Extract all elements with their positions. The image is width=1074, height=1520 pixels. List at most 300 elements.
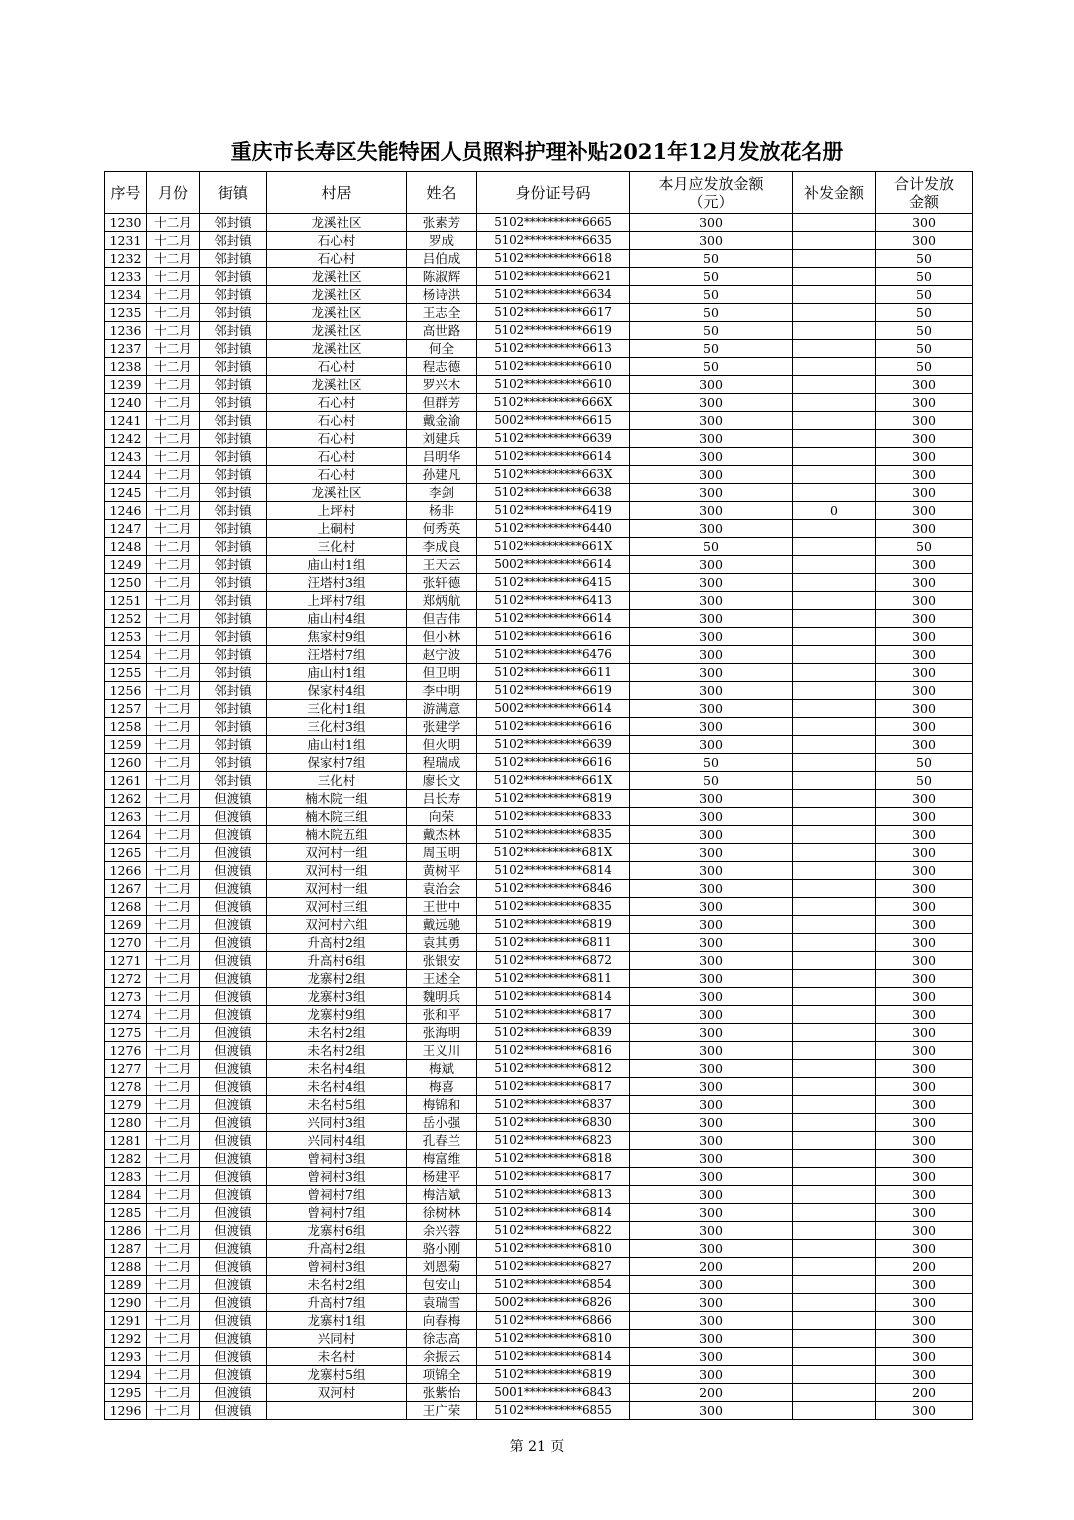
cell-due: 300 bbox=[630, 1132, 793, 1150]
cell-id: 5102**********6872 bbox=[477, 952, 630, 970]
cell-total: 50 bbox=[876, 250, 973, 268]
cell-month: 十二月 bbox=[147, 1150, 200, 1168]
header-total bbox=[876, 172, 973, 214]
table-row bbox=[105, 970, 973, 988]
header-town: 街镇 bbox=[200, 172, 267, 214]
table-row bbox=[105, 1402, 973, 1420]
cell-seq: 1255 bbox=[105, 664, 147, 682]
cell-name: 何秀英 bbox=[407, 520, 477, 538]
cell-village: 上硐村 bbox=[267, 520, 407, 538]
cell-month: 十二月 bbox=[147, 1294, 200, 1312]
cell-village: 曾祠村3组 bbox=[267, 1150, 407, 1168]
cell-name: 但小林 bbox=[407, 628, 477, 646]
roster-table bbox=[104, 171, 973, 1420]
cell-village: 兴同村 bbox=[267, 1330, 407, 1348]
cell-village: 汪塔村7组 bbox=[267, 646, 407, 664]
cell-total: 300 bbox=[876, 1060, 973, 1078]
cell-id: 5002**********6614 bbox=[477, 556, 630, 574]
cell-total: 50 bbox=[876, 322, 973, 340]
cell-due: 300 bbox=[630, 1150, 793, 1168]
cell-seq: 1274 bbox=[105, 1006, 147, 1024]
cell-name: 张海明 bbox=[407, 1024, 477, 1042]
cell-town: 邻封镇 bbox=[200, 430, 267, 448]
cell-seq: 1280 bbox=[105, 1114, 147, 1132]
cell-month: 十二月 bbox=[147, 286, 200, 304]
cell-town: 邻封镇 bbox=[200, 556, 267, 574]
cell-supplement bbox=[793, 1222, 876, 1240]
cell-name: 吕长寿 bbox=[407, 790, 477, 808]
cell-due: 300 bbox=[630, 484, 793, 502]
cell-name: 梅喜 bbox=[407, 1078, 477, 1096]
cell-month: 十二月 bbox=[147, 502, 200, 520]
table-row bbox=[105, 1276, 973, 1294]
cell-village: 未名村 bbox=[267, 1348, 407, 1366]
cell-supplement bbox=[793, 1168, 876, 1186]
cell-month: 十二月 bbox=[147, 214, 200, 232]
cell-id: 5102**********666X bbox=[477, 394, 630, 412]
cell-town: 邻封镇 bbox=[200, 358, 267, 376]
cell-month: 十二月 bbox=[147, 718, 200, 736]
cell-total: 50 bbox=[876, 538, 973, 556]
cell-month: 十二月 bbox=[147, 1330, 200, 1348]
cell-seq: 1246 bbox=[105, 502, 147, 520]
cell-name: 梅洁斌 bbox=[407, 1186, 477, 1204]
cell-village: 升高村7组 bbox=[267, 1294, 407, 1312]
cell-total: 300 bbox=[876, 718, 973, 736]
cell-total: 300 bbox=[876, 376, 973, 394]
cell-month: 十二月 bbox=[147, 1348, 200, 1366]
table-row bbox=[105, 610, 973, 628]
cell-due: 300 bbox=[630, 934, 793, 952]
cell-name: 余兴蓉 bbox=[407, 1222, 477, 1240]
cell-due: 300 bbox=[630, 700, 793, 718]
cell-town: 邻封镇 bbox=[200, 484, 267, 502]
cell-town: 但渡镇 bbox=[200, 844, 267, 862]
cell-village: 三化村3组 bbox=[267, 718, 407, 736]
cell-id: 5102**********6835 bbox=[477, 898, 630, 916]
cell-name: 张紫怡 bbox=[407, 1384, 477, 1402]
cell-month: 十二月 bbox=[147, 1204, 200, 1222]
cell-total: 300 bbox=[876, 916, 973, 934]
cell-village bbox=[267, 1402, 407, 1420]
cell-total: 300 bbox=[876, 682, 973, 700]
cell-name: 骆小刚 bbox=[407, 1240, 477, 1258]
table-row bbox=[105, 430, 973, 448]
cell-seq: 1264 bbox=[105, 826, 147, 844]
header-due bbox=[630, 172, 793, 214]
cell-seq: 1294 bbox=[105, 1366, 147, 1384]
cell-village: 楠木院五组 bbox=[267, 826, 407, 844]
cell-due: 300 bbox=[630, 1078, 793, 1096]
cell-supplement bbox=[793, 1186, 876, 1204]
header-total-line1: 合计发放 bbox=[893, 174, 954, 193]
cell-village: 保家村7组 bbox=[267, 754, 407, 772]
header-seq: 序号 bbox=[105, 172, 147, 214]
table-row bbox=[105, 1132, 973, 1150]
cell-town: 邻封镇 bbox=[200, 376, 267, 394]
cell-village: 曾祠村3组 bbox=[267, 1168, 407, 1186]
cell-id: 5102**********6816 bbox=[477, 1042, 630, 1060]
table-row bbox=[105, 1258, 973, 1276]
cell-town: 但渡镇 bbox=[200, 934, 267, 952]
cell-supplement bbox=[793, 1114, 876, 1132]
cell-name: 但吉伟 bbox=[407, 610, 477, 628]
cell-month: 十二月 bbox=[147, 430, 200, 448]
cell-supplement bbox=[793, 250, 876, 268]
cell-due: 50 bbox=[630, 268, 793, 286]
cell-month: 十二月 bbox=[147, 1132, 200, 1150]
cell-month: 十二月 bbox=[147, 1258, 200, 1276]
cell-town: 但渡镇 bbox=[200, 1240, 267, 1258]
table-row bbox=[105, 1042, 973, 1060]
cell-name: 游满意 bbox=[407, 700, 477, 718]
table-row bbox=[105, 754, 973, 772]
cell-month: 十二月 bbox=[147, 250, 200, 268]
cell-town: 但渡镇 bbox=[200, 1258, 267, 1276]
cell-total: 50 bbox=[876, 286, 973, 304]
table-header-row bbox=[105, 172, 973, 214]
cell-town: 邻封镇 bbox=[200, 250, 267, 268]
cell-name: 张和平 bbox=[407, 1006, 477, 1024]
cell-month: 十二月 bbox=[147, 880, 200, 898]
cell-supplement bbox=[793, 898, 876, 916]
cell-total: 50 bbox=[876, 340, 973, 358]
cell-total: 300 bbox=[876, 844, 973, 862]
cell-town: 但渡镇 bbox=[200, 1366, 267, 1384]
cell-total: 200 bbox=[876, 1258, 973, 1276]
cell-month: 十二月 bbox=[147, 790, 200, 808]
cell-total: 300 bbox=[876, 1222, 973, 1240]
cell-name: 岳小强 bbox=[407, 1114, 477, 1132]
cell-seq: 1234 bbox=[105, 286, 147, 304]
cell-seq: 1253 bbox=[105, 628, 147, 646]
cell-village: 楠木院一组 bbox=[267, 790, 407, 808]
cell-due: 300 bbox=[630, 898, 793, 916]
cell-total: 50 bbox=[876, 358, 973, 376]
cell-supplement bbox=[793, 1024, 876, 1042]
cell-supplement bbox=[793, 1042, 876, 1060]
cell-village: 龙溪社区 bbox=[267, 304, 407, 322]
cell-seq: 1293 bbox=[105, 1348, 147, 1366]
cell-village: 庙山村1组 bbox=[267, 736, 407, 754]
cell-month: 十二月 bbox=[147, 772, 200, 790]
cell-seq: 1277 bbox=[105, 1060, 147, 1078]
cell-month: 十二月 bbox=[147, 1006, 200, 1024]
cell-total: 300 bbox=[876, 1168, 973, 1186]
table-row bbox=[105, 736, 973, 754]
table-row bbox=[105, 1078, 973, 1096]
table-row bbox=[105, 988, 973, 1006]
cell-seq: 1290 bbox=[105, 1294, 147, 1312]
cell-supplement bbox=[793, 1330, 876, 1348]
cell-due: 300 bbox=[630, 430, 793, 448]
cell-due: 300 bbox=[630, 682, 793, 700]
cell-seq: 1258 bbox=[105, 718, 147, 736]
cell-name: 袁瑞雪 bbox=[407, 1294, 477, 1312]
cell-name: 陈淑辉 bbox=[407, 268, 477, 286]
cell-month: 十二月 bbox=[147, 1276, 200, 1294]
cell-id: 5102**********6614 bbox=[477, 448, 630, 466]
cell-seq: 1279 bbox=[105, 1096, 147, 1114]
cell-village: 保家村4组 bbox=[267, 682, 407, 700]
cell-village: 上坪村7组 bbox=[267, 592, 407, 610]
cell-town: 邻封镇 bbox=[200, 394, 267, 412]
cell-name: 徐志高 bbox=[407, 1330, 477, 1348]
table-row bbox=[105, 1006, 973, 1024]
table-row bbox=[105, 250, 973, 268]
cell-supplement bbox=[793, 1348, 876, 1366]
cell-due: 300 bbox=[630, 916, 793, 934]
table-row bbox=[105, 718, 973, 736]
cell-village: 双河村三组 bbox=[267, 898, 407, 916]
cell-total: 50 bbox=[876, 304, 973, 322]
cell-supplement bbox=[793, 844, 876, 862]
cell-seq: 1250 bbox=[105, 574, 147, 592]
cell-id: 5102**********6817 bbox=[477, 1006, 630, 1024]
cell-seq: 1249 bbox=[105, 556, 147, 574]
cell-month: 十二月 bbox=[147, 682, 200, 700]
cell-due: 300 bbox=[630, 664, 793, 682]
cell-town: 邻封镇 bbox=[200, 700, 267, 718]
cell-supplement bbox=[793, 1150, 876, 1168]
cell-supplement bbox=[793, 862, 876, 880]
cell-seq: 1265 bbox=[105, 844, 147, 862]
cell-id: 5102**********661X bbox=[477, 772, 630, 790]
cell-total: 300 bbox=[876, 628, 973, 646]
cell-village: 双河村一组 bbox=[267, 862, 407, 880]
cell-total: 300 bbox=[876, 1096, 973, 1114]
cell-town: 但渡镇 bbox=[200, 1384, 267, 1402]
cell-supplement bbox=[793, 466, 876, 484]
table-row bbox=[105, 844, 973, 862]
cell-supplement bbox=[793, 1402, 876, 1420]
cell-name: 徐树林 bbox=[407, 1204, 477, 1222]
table-row bbox=[105, 484, 973, 502]
cell-month: 十二月 bbox=[147, 484, 200, 502]
cell-name: 杨诗洪 bbox=[407, 286, 477, 304]
cell-town: 邻封镇 bbox=[200, 592, 267, 610]
cell-name: 程瑞成 bbox=[407, 754, 477, 772]
cell-name: 孙建凡 bbox=[407, 466, 477, 484]
cell-seq: 1251 bbox=[105, 592, 147, 610]
cell-village: 龙溪社区 bbox=[267, 340, 407, 358]
cell-name: 余振云 bbox=[407, 1348, 477, 1366]
cell-total: 300 bbox=[876, 610, 973, 628]
header-due-line2: （元） bbox=[688, 192, 734, 211]
cell-total: 300 bbox=[876, 862, 973, 880]
cell-supplement bbox=[793, 1240, 876, 1258]
cell-town: 但渡镇 bbox=[200, 988, 267, 1006]
cell-town: 邻封镇 bbox=[200, 304, 267, 322]
table-row bbox=[105, 574, 973, 592]
cell-total: 300 bbox=[876, 1240, 973, 1258]
cell-town: 邻封镇 bbox=[200, 232, 267, 250]
table-row bbox=[105, 556, 973, 574]
cell-village: 升高村2组 bbox=[267, 934, 407, 952]
table-row bbox=[105, 268, 973, 286]
header-total-line2: 金额 bbox=[908, 192, 939, 211]
cell-supplement bbox=[793, 430, 876, 448]
cell-id: 5102**********6854 bbox=[477, 1276, 630, 1294]
cell-due: 300 bbox=[630, 628, 793, 646]
cell-total: 300 bbox=[876, 988, 973, 1006]
cell-village: 庙山村1组 bbox=[267, 556, 407, 574]
cell-total: 50 bbox=[876, 772, 973, 790]
cell-month: 十二月 bbox=[147, 808, 200, 826]
cell-id: 5102**********6611 bbox=[477, 664, 630, 682]
cell-due: 300 bbox=[630, 574, 793, 592]
cell-due: 300 bbox=[630, 592, 793, 610]
cell-town: 但渡镇 bbox=[200, 1186, 267, 1204]
cell-month: 十二月 bbox=[147, 412, 200, 430]
cell-id: 5102**********6610 bbox=[477, 358, 630, 376]
cell-supplement bbox=[793, 880, 876, 898]
cell-due: 300 bbox=[630, 844, 793, 862]
cell-total: 300 bbox=[876, 1402, 973, 1420]
cell-town: 邻封镇 bbox=[200, 268, 267, 286]
cell-due: 50 bbox=[630, 772, 793, 790]
cell-month: 十二月 bbox=[147, 1402, 200, 1420]
cell-month: 十二月 bbox=[147, 1366, 200, 1384]
cell-name: 向荣 bbox=[407, 808, 477, 826]
cell-month: 十二月 bbox=[147, 1042, 200, 1060]
cell-id: 5102**********6813 bbox=[477, 1186, 630, 1204]
cell-id: 5102**********6617 bbox=[477, 304, 630, 322]
cell-supplement bbox=[793, 646, 876, 664]
table-row bbox=[105, 1024, 973, 1042]
header-village: 村居 bbox=[267, 172, 407, 214]
table-row bbox=[105, 862, 973, 880]
cell-total: 300 bbox=[876, 412, 973, 430]
cell-supplement bbox=[793, 448, 876, 466]
cell-id: 5102**********6833 bbox=[477, 808, 630, 826]
cell-seq: 1243 bbox=[105, 448, 147, 466]
cell-supplement bbox=[793, 970, 876, 988]
cell-id: 5102**********6639 bbox=[477, 736, 630, 754]
cell-name: 但火明 bbox=[407, 736, 477, 754]
cell-month: 十二月 bbox=[147, 664, 200, 682]
cell-name: 包安山 bbox=[407, 1276, 477, 1294]
cell-town: 但渡镇 bbox=[200, 1348, 267, 1366]
cell-village: 龙寨村9组 bbox=[267, 1006, 407, 1024]
cell-total: 300 bbox=[876, 646, 973, 664]
cell-total: 300 bbox=[876, 1348, 973, 1366]
cell-seq: 1232 bbox=[105, 250, 147, 268]
cell-town: 邻封镇 bbox=[200, 466, 267, 484]
cell-seq: 1282 bbox=[105, 1150, 147, 1168]
cell-village: 龙溪社区 bbox=[267, 268, 407, 286]
cell-town: 邻封镇 bbox=[200, 538, 267, 556]
cell-id: 5102**********6610 bbox=[477, 376, 630, 394]
cell-name: 杨建平 bbox=[407, 1168, 477, 1186]
cell-month: 十二月 bbox=[147, 1384, 200, 1402]
cell-name: 周玉明 bbox=[407, 844, 477, 862]
cell-id: 5102**********6415 bbox=[477, 574, 630, 592]
table-row bbox=[105, 520, 973, 538]
cell-supplement bbox=[793, 268, 876, 286]
cell-month: 十二月 bbox=[147, 952, 200, 970]
cell-name: 孔春兰 bbox=[407, 1132, 477, 1150]
cell-supplement bbox=[793, 412, 876, 430]
table-row bbox=[105, 682, 973, 700]
cell-id: 5102**********6665 bbox=[477, 214, 630, 232]
cell-total: 300 bbox=[876, 880, 973, 898]
cell-seq: 1238 bbox=[105, 358, 147, 376]
cell-id: 5102**********6822 bbox=[477, 1222, 630, 1240]
cell-village: 石心村 bbox=[267, 448, 407, 466]
cell-town: 邻封镇 bbox=[200, 322, 267, 340]
header-id: 身份证号码 bbox=[477, 172, 630, 214]
cell-total: 50 bbox=[876, 754, 973, 772]
cell-due: 300 bbox=[630, 1312, 793, 1330]
cell-month: 十二月 bbox=[147, 394, 200, 412]
cell-due: 300 bbox=[630, 1402, 793, 1420]
cell-village: 曾祠村7组 bbox=[267, 1186, 407, 1204]
cell-due: 300 bbox=[630, 448, 793, 466]
cell-id: 5102**********6476 bbox=[477, 646, 630, 664]
cell-month: 十二月 bbox=[147, 448, 200, 466]
cell-due: 300 bbox=[630, 1114, 793, 1132]
table-row bbox=[105, 502, 973, 520]
cell-seq: 1263 bbox=[105, 808, 147, 826]
cell-month: 十二月 bbox=[147, 1312, 200, 1330]
table-row bbox=[105, 1366, 973, 1384]
cell-month: 十二月 bbox=[147, 340, 200, 358]
cell-month: 十二月 bbox=[147, 970, 200, 988]
cell-village: 双河村一组 bbox=[267, 880, 407, 898]
cell-due: 300 bbox=[630, 1240, 793, 1258]
cell-id: 5102**********6638 bbox=[477, 484, 630, 502]
cell-village: 双河村六组 bbox=[267, 916, 407, 934]
cell-month: 十二月 bbox=[147, 862, 200, 880]
cell-supplement bbox=[793, 952, 876, 970]
table-row bbox=[105, 916, 973, 934]
cell-town: 但渡镇 bbox=[200, 1330, 267, 1348]
cell-village: 曾祠村3组 bbox=[267, 1258, 407, 1276]
cell-village: 汪塔村3组 bbox=[267, 574, 407, 592]
cell-village: 上坪村 bbox=[267, 502, 407, 520]
cell-id: 5102**********6819 bbox=[477, 916, 630, 934]
table-row bbox=[105, 1330, 973, 1348]
cell-village: 未名村4组 bbox=[267, 1060, 407, 1078]
cell-seq: 1296 bbox=[105, 1402, 147, 1420]
cell-name: 吕伯成 bbox=[407, 250, 477, 268]
cell-seq: 1287 bbox=[105, 1240, 147, 1258]
cell-due: 300 bbox=[630, 466, 793, 484]
cell-village: 龙寨村1组 bbox=[267, 1312, 407, 1330]
cell-total: 50 bbox=[876, 268, 973, 286]
cell-village: 升高村2组 bbox=[267, 1240, 407, 1258]
cell-month: 十二月 bbox=[147, 1114, 200, 1132]
cell-id: 5002**********6614 bbox=[477, 700, 630, 718]
cell-due: 300 bbox=[630, 1006, 793, 1024]
cell-village: 龙溪社区 bbox=[267, 322, 407, 340]
cell-total: 300 bbox=[876, 1114, 973, 1132]
cell-seq: 1269 bbox=[105, 916, 147, 934]
cell-name: 李中明 bbox=[407, 682, 477, 700]
header-due-line1: 本月应发放金额 bbox=[658, 174, 764, 193]
cell-id: 5102**********6413 bbox=[477, 592, 630, 610]
cell-seq: 1241 bbox=[105, 412, 147, 430]
cell-town: 但渡镇 bbox=[200, 1024, 267, 1042]
table-row bbox=[105, 934, 973, 952]
cell-month: 十二月 bbox=[147, 268, 200, 286]
cell-seq: 1288 bbox=[105, 1258, 147, 1276]
cell-month: 十二月 bbox=[147, 1060, 200, 1078]
cell-name: 戴远驰 bbox=[407, 916, 477, 934]
cell-village: 未名村2组 bbox=[267, 1276, 407, 1294]
cell-town: 邻封镇 bbox=[200, 574, 267, 592]
